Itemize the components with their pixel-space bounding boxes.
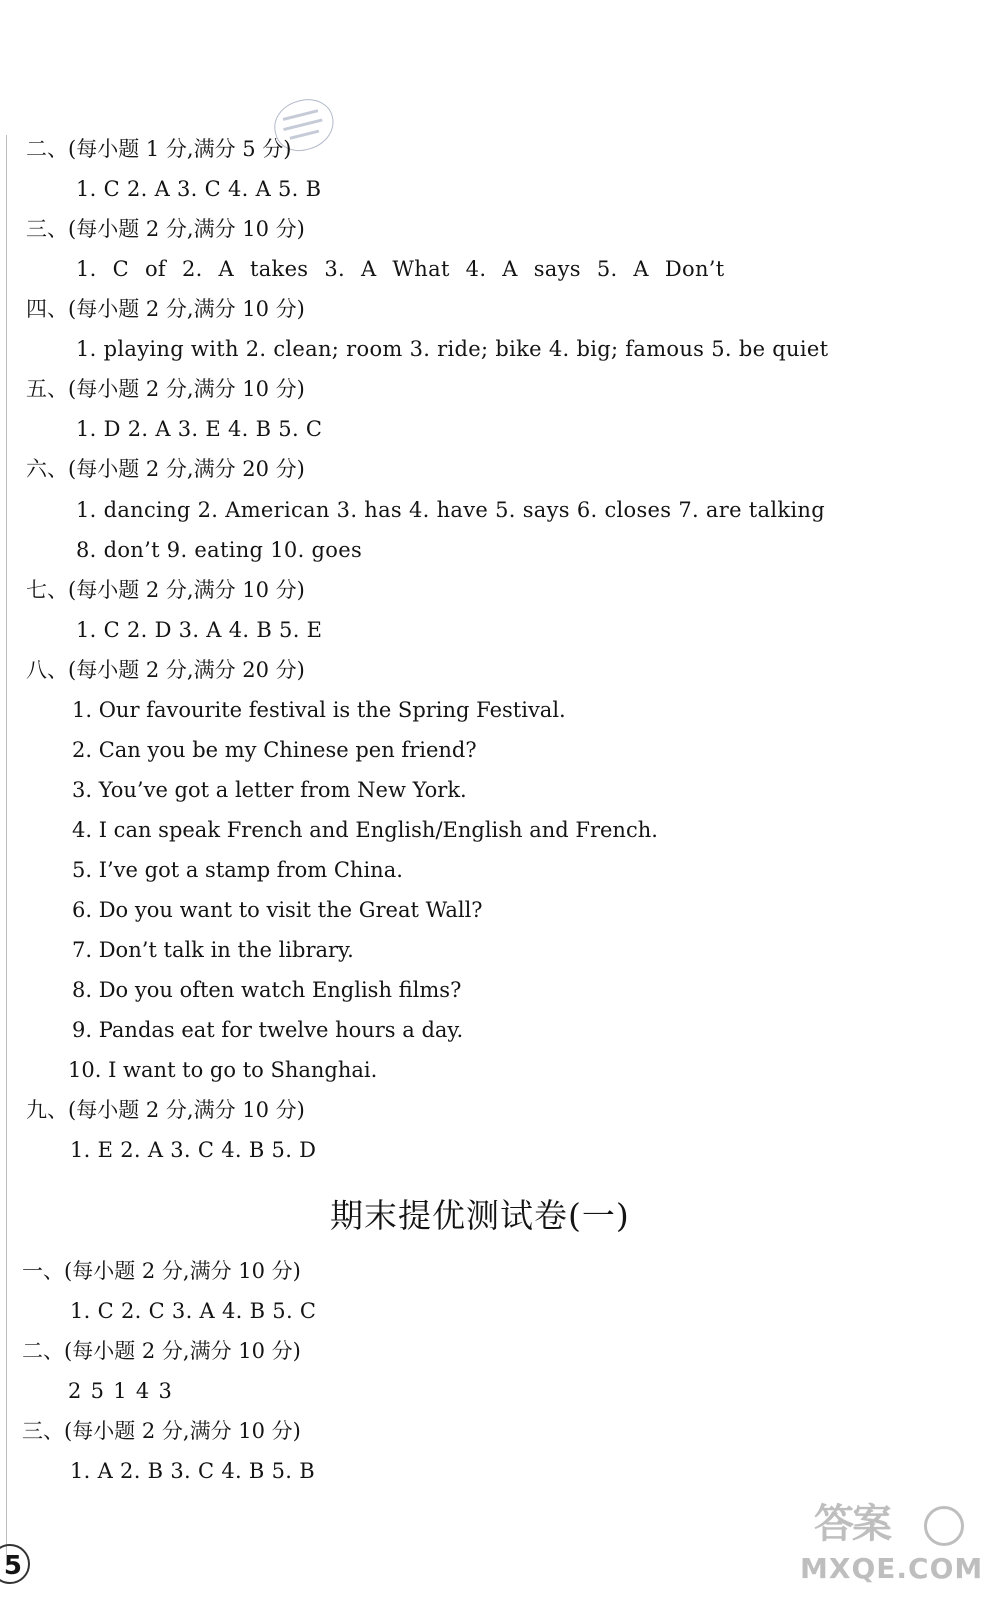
sentence-line: 6. Do you want to visit the Great Wall? bbox=[72, 898, 483, 922]
sentence-line: 8. Do you often watch English films? bbox=[72, 978, 462, 1002]
watermark-circle-icon bbox=[924, 1506, 964, 1546]
sentence-line: 3. You’ve got a letter from New York. bbox=[72, 778, 467, 802]
answer-line: 1. playing with 2. clean; room 3. ride; bike 4. big; famous 5. be quiet bbox=[76, 337, 829, 361]
answer-line: 1. C 2. C 3. A 4. B 5. C bbox=[70, 1299, 317, 1323]
section-heading-7: 七、(每小题 2 分,满分 10 分) bbox=[26, 578, 305, 602]
answer-line: 1. A 2. B 3. C 4. B 5. B bbox=[70, 1459, 315, 1483]
watermark-url: MXQE.COM bbox=[800, 1552, 984, 1585]
section-heading-3: 三、(每小题 2 分,满分 10 分) bbox=[26, 217, 305, 241]
answer-line: 8. don’t 9. eating 10. goes bbox=[76, 538, 363, 562]
section-heading-1: 一、(每小题 2 分,满分 10 分) bbox=[22, 1259, 301, 1283]
section-heading-2b: 二、(每小题 2 分,满分 10 分) bbox=[22, 1339, 301, 1363]
exam-title: 期末提优测试卷(一) bbox=[330, 1196, 630, 1235]
answer-line: 1. dancing 2. American 3. has 4. have 5. says 6. closes 7. are talking bbox=[76, 498, 825, 522]
sentence-line: 7. Don’t talk in the library. bbox=[72, 938, 354, 962]
answer-line: 1. C 2. A 3. C 4. A 5. B bbox=[76, 177, 322, 201]
section-heading-4: 四、(每小题 2 分,满分 10 分) bbox=[26, 297, 305, 321]
left-margin-rule bbox=[6, 135, 7, 1555]
answer-line: 1. D 2. A 3. E 4. B 5. C bbox=[76, 417, 323, 441]
sentence-line: 4. I can speak French and English/English and French. bbox=[72, 818, 658, 842]
sentence-line: 9. Pandas eat for twelve hours a day. bbox=[72, 1018, 464, 1042]
watermark-logo: 答案 bbox=[814, 1501, 890, 1547]
section-heading-5: 五、(每小题 2 分,满分 10 分) bbox=[26, 377, 305, 401]
answer-line: 1. C of 2. A takes 3. A What 4. A says 5. A Don’t bbox=[76, 257, 725, 281]
sentence-line: 5. I’ve got a stamp from China. bbox=[72, 858, 403, 882]
sentence-line: 2. Can you be my Chinese pen friend? bbox=[72, 738, 477, 762]
answer-line: 2 5 1 4 3 bbox=[68, 1379, 173, 1403]
section-heading-9: 九、(每小题 2 分,满分 10 分) bbox=[26, 1098, 305, 1122]
page-number: 5 bbox=[0, 1544, 30, 1584]
section-heading-2: 二、(每小题 1 分,满分 5 分) bbox=[26, 137, 292, 161]
section-heading-8: 八、(每小题 2 分,满分 20 分) bbox=[26, 658, 305, 682]
watermark bbox=[800, 1500, 984, 1592]
section-heading-6: 六、(每小题 2 分,满分 20 分) bbox=[26, 457, 305, 481]
answer-line: 1. E 2. A 3. C 4. B 5. D bbox=[70, 1138, 317, 1162]
sentence-line: 1. Our favourite festival is the Spring Festival. bbox=[72, 698, 566, 722]
section-heading-3b: 三、(每小题 2 分,满分 10 分) bbox=[22, 1419, 301, 1443]
sentence-line: 10. I want to go to Shanghai. bbox=[68, 1058, 378, 1082]
answer-line: 1. C 2. D 3. A 4. B 5. E bbox=[76, 618, 323, 642]
